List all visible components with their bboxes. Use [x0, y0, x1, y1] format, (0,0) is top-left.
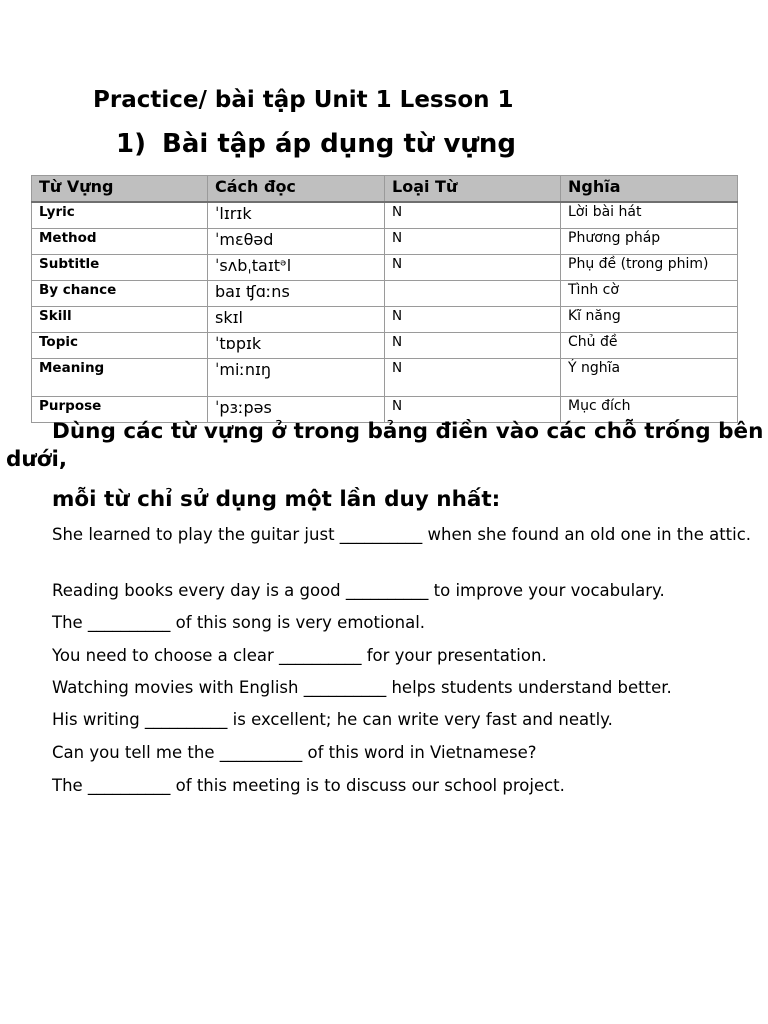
- cell-word: Subtitle: [32, 255, 208, 281]
- exercise-text: You need to choose a clear __________ for your presentation.: [52, 646, 547, 665]
- cell-pronunciation: ˈsʌbˌtaɪtᵊl: [208, 255, 385, 281]
- exercise-sentence-2: [6, 579, 768, 603]
- cell-word-type: N: [385, 359, 561, 397]
- exercise-sentence-6: [6, 708, 768, 732]
- exercise-text: His writing __________ is excellent; he can write very fast and neatly.: [52, 710, 613, 729]
- instruction-text-2: mỗi từ chỉ sử dụng một lần duy nhất:: [52, 487, 501, 512]
- cell-pronunciation: ˈmɛθəd: [208, 229, 385, 255]
- table-header-row: [32, 176, 738, 203]
- cell-pronunciation: skɪl: [208, 307, 385, 333]
- column-header-meaning: Nghĩa: [561, 176, 738, 203]
- exercise-text: Reading books every day is a good __________ to improve your vocabulary.: [52, 581, 665, 600]
- cell-meaning: Tình cờ: [561, 281, 738, 307]
- cell-word: Method: [32, 229, 208, 255]
- instruction-line-2: [6, 486, 768, 514]
- cell-word: Skill: [32, 307, 208, 333]
- page-title: Practice/ bài tập Unit 1 Lesson 1: [93, 87, 514, 113]
- cell-meaning: Lời bài hát: [561, 202, 738, 229]
- exercise-sentence-4: [6, 644, 768, 668]
- cell-word: Purpose: [32, 397, 208, 423]
- exercise-text: The __________ of this meeting is to discuss our school project.: [52, 776, 565, 795]
- cell-pronunciation: baɪ ʧɑːns: [208, 281, 385, 307]
- section-heading: [116, 129, 516, 159]
- instruction-line-1: [6, 418, 768, 474]
- cell-word-type: N: [385, 202, 561, 229]
- column-header-pronunciation: Cách đọc: [208, 176, 385, 203]
- cell-word: Topic: [32, 333, 208, 359]
- cell-word-type: N: [385, 255, 561, 281]
- cell-word: Meaning: [32, 359, 208, 397]
- cell-word-type: N: [385, 229, 561, 255]
- table-row: [32, 307, 738, 333]
- exercise-text: Can you tell me the __________ of this word in Vietnamese?: [52, 743, 537, 762]
- exercise-sentence-7: [6, 741, 768, 765]
- exercise-text: Watching movies with English __________ helps students understand better.: [52, 678, 672, 697]
- cell-word: Lyric: [32, 202, 208, 229]
- exercise-sentence-5: [6, 676, 768, 700]
- section-heading-text: Bài tập áp dụng từ vựng: [162, 129, 517, 159]
- table-row: [32, 229, 738, 255]
- cell-word-type: N: [385, 397, 561, 423]
- cell-word-type: N: [385, 333, 561, 359]
- exercise-sentence-8: [6, 774, 768, 798]
- table-row: [32, 281, 738, 307]
- vocabulary-table: [31, 175, 738, 423]
- cell-word: By chance: [32, 281, 208, 307]
- cell-word-type: N: [385, 307, 561, 333]
- instruction-text-1: Dùng các từ vựng ở trong bảng điền vào các chỗ trống bên dưới,: [6, 419, 764, 472]
- cell-pronunciation: ˈlɪrɪk: [208, 202, 385, 229]
- cell-word-type: [385, 281, 561, 307]
- table-row: [32, 359, 738, 397]
- cell-meaning: Chủ đề: [561, 333, 738, 359]
- exercise-text: She learned to play the guitar just __________ when she found an old one in the attic.: [52, 525, 752, 544]
- cell-meaning: Ý nghĩa: [561, 359, 738, 397]
- cell-meaning: Phụ đề (trong phim): [561, 255, 738, 281]
- cell-pronunciation: ˈpɜːpəs: [208, 397, 385, 423]
- exercise-sentence-1: [6, 523, 768, 547]
- exercise-text: The __________ of this song is very emotional.: [52, 613, 426, 632]
- table-row: [32, 255, 738, 281]
- table-row: [32, 202, 738, 229]
- exercise-sentence-3: [6, 611, 768, 635]
- cell-pronunciation: ˈtɒpɪk: [208, 333, 385, 359]
- cell-meaning: Phương pháp: [561, 229, 738, 255]
- column-header-word-type: Loại Từ: [385, 176, 561, 203]
- cell-pronunciation: ˈmiːnɪŋ: [208, 359, 385, 397]
- table-row: [32, 333, 738, 359]
- section-number: 1): [116, 129, 146, 159]
- column-header-word: Từ Vựng: [32, 176, 208, 203]
- cell-meaning: Kĩ năng: [561, 307, 738, 333]
- cell-meaning: Mục đích: [561, 397, 738, 423]
